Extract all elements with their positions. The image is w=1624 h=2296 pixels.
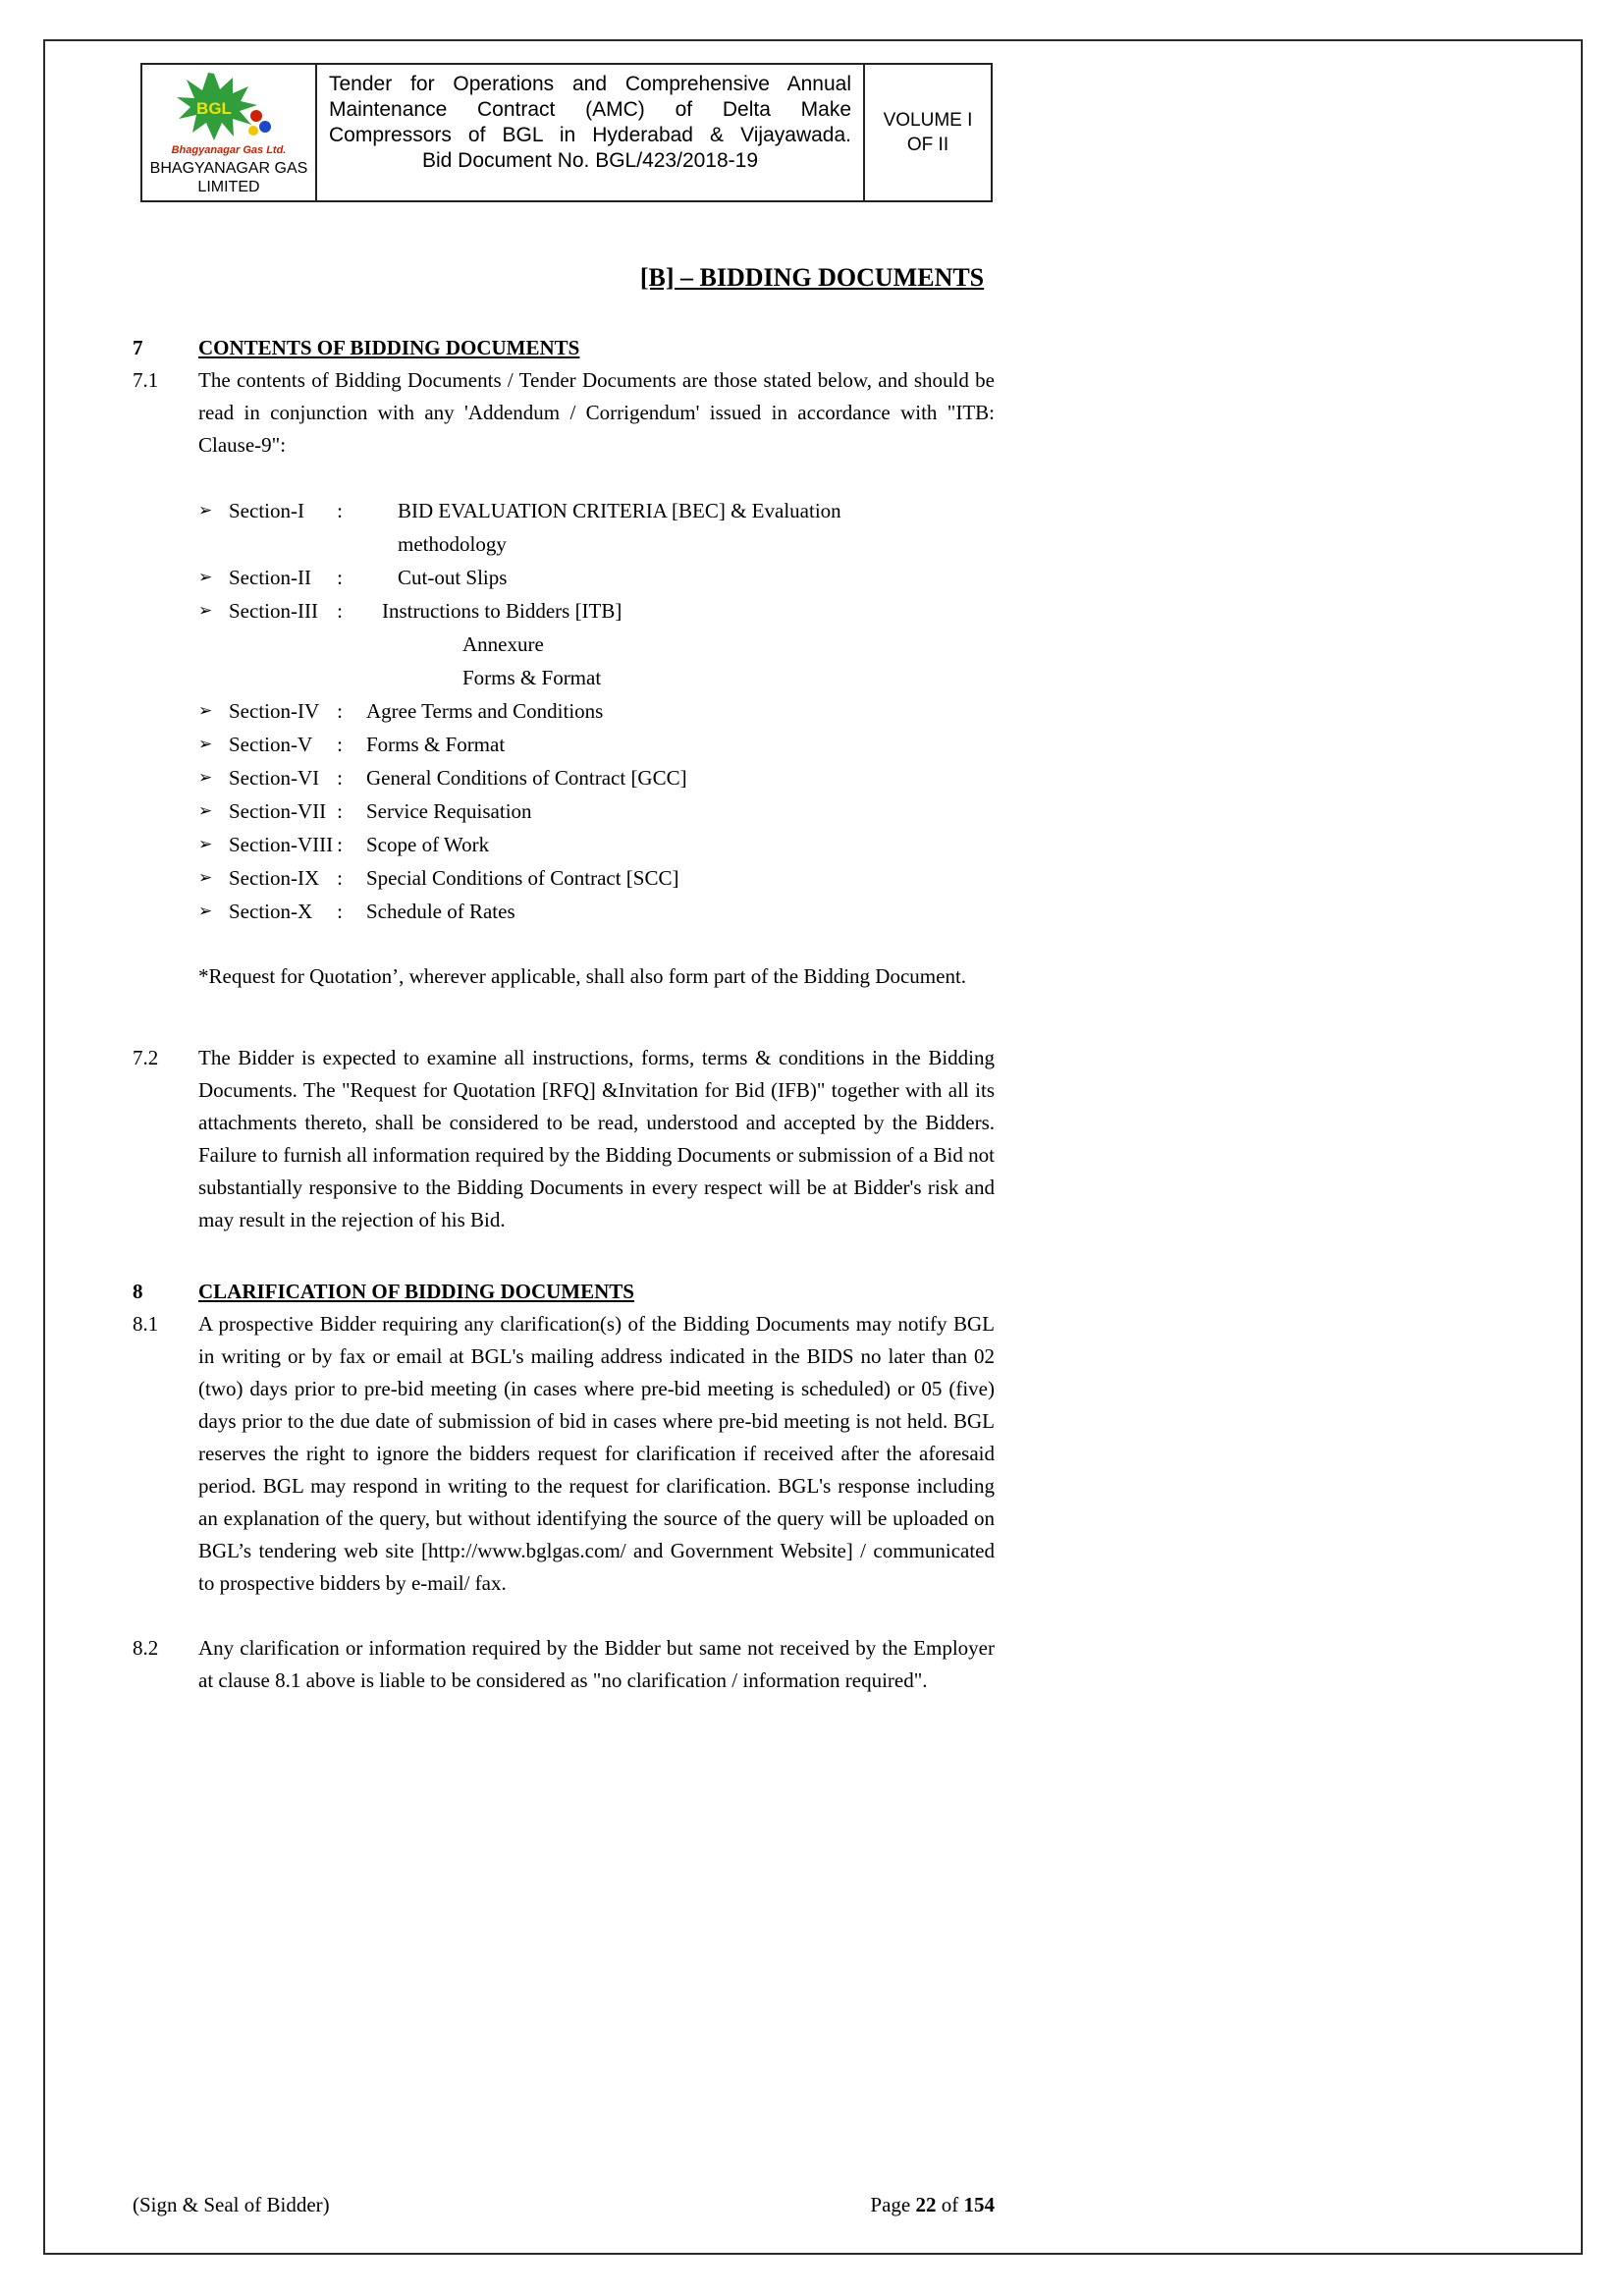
section-name xyxy=(229,895,343,928)
description-line: Schedule of Rates xyxy=(366,900,515,923)
colon: : xyxy=(337,699,343,723)
arrow-bullet-icon: ➢ xyxy=(198,902,213,921)
rfq-note: *Request for Quotation’, wherever applicable, shall also form part of the Bidding Document. xyxy=(198,964,967,988)
section-description xyxy=(366,895,515,928)
section-label: Section-I xyxy=(229,499,304,522)
clause-7-2-text: The Bidder is expected to examine all instructions, forms, terms & conditions in the Bidding Documents. The "Request for Quotation [RFQ] &Invitation for Bid (IFB)" together with all its attachments thereto, shall be considered to be read, understood and accepted by the Bidders. Failure to furnish all information required by the Bidding Documents or submission of a Bid not substantially responsive to the Bidding Documents in every respect will be at Bidder's risk and may result in the rejection of his Bid. xyxy=(198,1046,995,1231)
clause-number: 7.1 xyxy=(133,368,159,392)
colon: : xyxy=(337,599,343,623)
page-indicator xyxy=(870,2190,995,2219)
list-item xyxy=(198,728,995,761)
section-name xyxy=(229,561,343,594)
logo-cell xyxy=(142,65,317,200)
section-description xyxy=(382,594,622,694)
clause-number: 8.1 xyxy=(133,1312,159,1336)
clause-8-2-text: Any clarification or information required by the Bidder but same not received by the Employer at clause 8.1 above is liable to be considered as "no clarification / information required". xyxy=(198,1636,995,1692)
page-number: 22 xyxy=(915,2193,937,2216)
section-label: Section-VIII xyxy=(229,833,334,856)
section-description xyxy=(366,794,532,828)
tender-title-line: Maintenance Contract (AMC) of Delta Make xyxy=(329,98,851,121)
arrow-bullet-icon: ➢ xyxy=(198,735,213,754)
section-name xyxy=(229,794,343,828)
arrow-bullet-icon: ➢ xyxy=(198,768,213,788)
document-header-table xyxy=(140,63,993,202)
list-item xyxy=(198,761,995,794)
colon: : xyxy=(337,499,343,522)
list-item xyxy=(198,494,995,561)
logo-ball-blue xyxy=(259,121,271,133)
section-label: Section-V xyxy=(229,733,313,756)
description-line: Forms & Format xyxy=(462,666,602,689)
page-title xyxy=(0,263,1624,293)
section-label: Section-VII xyxy=(229,799,327,823)
section-title: CONTENTS OF BIDDING DOCUMENTS xyxy=(198,336,580,359)
section-name xyxy=(229,594,343,694)
page-title-text: [B] – BIDDING DOCUMENTS xyxy=(639,263,985,292)
description-line: Instructions to Bidders [ITB] xyxy=(382,599,623,623)
list-item xyxy=(198,694,995,728)
section-label: Section-III xyxy=(229,599,318,623)
colon: : xyxy=(337,766,343,790)
clause-number: 8.2 xyxy=(133,1636,159,1660)
page-total: 154 xyxy=(963,2193,995,2216)
list-item xyxy=(198,594,995,694)
section-label: Section-IX xyxy=(229,866,320,890)
list-item xyxy=(198,794,995,828)
colon: : xyxy=(337,833,343,856)
colon: : xyxy=(337,900,343,923)
colon: : xyxy=(337,866,343,890)
bid-document-number: Bid Document No. BGL/423/2018-19 xyxy=(421,149,759,172)
arrow-bullet-icon: ➢ xyxy=(198,701,213,721)
section-label: Section-VI xyxy=(229,766,320,790)
section-description xyxy=(366,761,687,794)
clause-8-1-text: A prospective Bidder requiring any clarification(s) of the Bidding Documents may notify BGL in writing or by fax or email at BGL's mailing address indicated in the BIDS no later than 02 (two) days prior to pre-bid meeting (in cases where pre-bid meeting is scheduled) or 05 (five) days prior to the due date of submission of bid in cases where pre-bid meeting is not held. BGL reserves the right to ignore the bidders request for clarification if received after the aforesaid period. BGL may respond in writing to the request for clarification. BGL's response including an explanation of the query, but without identifying the source of the query will be uploaded on BGL’s tendering web site [http://www.bglgas.com/ and Government Website] / communicated to prospective bidders by e-mail/ fax. xyxy=(198,1312,995,1595)
section-8-heading xyxy=(133,1276,995,1308)
section-description xyxy=(398,494,841,561)
section-description xyxy=(366,828,489,861)
description-line: BID EVALUATION CRITERIA [BEC] & Evaluation xyxy=(398,499,841,522)
list-item xyxy=(198,895,995,928)
section-number: 7 xyxy=(133,336,143,359)
logo-acronym: BGL xyxy=(196,99,232,118)
description-line: General Conditions of Contract [GCC] xyxy=(366,766,687,790)
tender-title-line: Tender for Operations and Comprehensive Annual xyxy=(329,73,851,95)
section-description xyxy=(366,861,678,895)
clause-8-2 xyxy=(133,1632,995,1697)
description-line: Agree Terms and Conditions xyxy=(366,699,604,723)
colon: : xyxy=(337,799,343,823)
section-name xyxy=(229,694,343,728)
logo-tagline: Bhagyanagar Gas Ltd. xyxy=(171,144,287,156)
section-number: 8 xyxy=(133,1280,143,1303)
clause-number: 7.2 xyxy=(133,1046,159,1069)
tender-title-cell xyxy=(317,65,865,200)
colon: : xyxy=(337,733,343,756)
section-7-heading xyxy=(133,332,995,364)
section-name xyxy=(229,494,343,561)
section-label: Section-II xyxy=(229,566,311,589)
logo-ball-red xyxy=(250,110,262,122)
page-footer xyxy=(133,2190,995,2219)
description-line: Annexure xyxy=(462,632,544,656)
clause-7-1 xyxy=(133,364,995,993)
bgl-logo-icon xyxy=(170,70,288,148)
clause-7-2 xyxy=(133,1042,995,1236)
page-word: Page xyxy=(870,2193,916,2216)
colon: : xyxy=(337,566,343,589)
description-line: Forms & Format xyxy=(366,733,506,756)
arrow-bullet-icon: ➢ xyxy=(198,601,213,621)
volume-line2: OF II xyxy=(906,135,949,155)
section-name xyxy=(229,828,343,861)
arrow-bullet-icon: ➢ xyxy=(198,835,213,854)
description-line: methodology xyxy=(398,532,507,556)
document-body xyxy=(133,332,995,1697)
description-line: Special Conditions of Contract [SCC] xyxy=(366,866,679,890)
list-item xyxy=(198,828,995,861)
company-name-line1: BHAGYANAGAR GAS xyxy=(149,160,308,177)
arrow-bullet-icon: ➢ xyxy=(198,568,213,587)
clause-8-1 xyxy=(133,1308,995,1600)
description-line: Scope of Work xyxy=(366,833,490,856)
volume-cell xyxy=(865,65,991,200)
section-description xyxy=(366,694,603,728)
logo-ball-yellow xyxy=(248,126,258,136)
section-label: Section-X xyxy=(229,900,313,923)
section-name xyxy=(229,861,343,895)
sign-seal-note: (Sign & Seal of Bidder) xyxy=(133,2193,330,2216)
company-name xyxy=(150,159,308,196)
tender-title-line: Compressors of BGL in Hyderabad & Vijayawada. xyxy=(329,124,851,146)
section-label: Section-IV xyxy=(229,699,320,723)
section-name xyxy=(229,761,343,794)
section-title: CLARIFICATION OF BIDDING DOCUMENTS xyxy=(198,1280,634,1303)
volume-line1: VOLUME I xyxy=(883,110,973,131)
section-description xyxy=(398,561,507,594)
section-description xyxy=(366,728,505,761)
bidding-sections-list xyxy=(198,494,995,928)
of-word: of xyxy=(936,2193,964,2216)
company-name-line2: LIMITED xyxy=(197,179,260,195)
list-item xyxy=(198,561,995,594)
arrow-bullet-icon: ➢ xyxy=(198,801,213,821)
description-line: Service Requisation xyxy=(366,799,532,823)
section-name xyxy=(229,728,343,761)
arrow-bullet-icon: ➢ xyxy=(198,501,213,520)
list-item xyxy=(198,861,995,895)
clause-7-1-text: The contents of Bidding Documents / Tender Documents are those stated below, and should be read in conjunction with any 'Addendum / Corrigendum' issued in accordance with "ITB: Clause-9": xyxy=(198,368,995,457)
arrow-bullet-icon: ➢ xyxy=(198,868,213,888)
description-line: Cut-out Slips xyxy=(398,566,508,589)
